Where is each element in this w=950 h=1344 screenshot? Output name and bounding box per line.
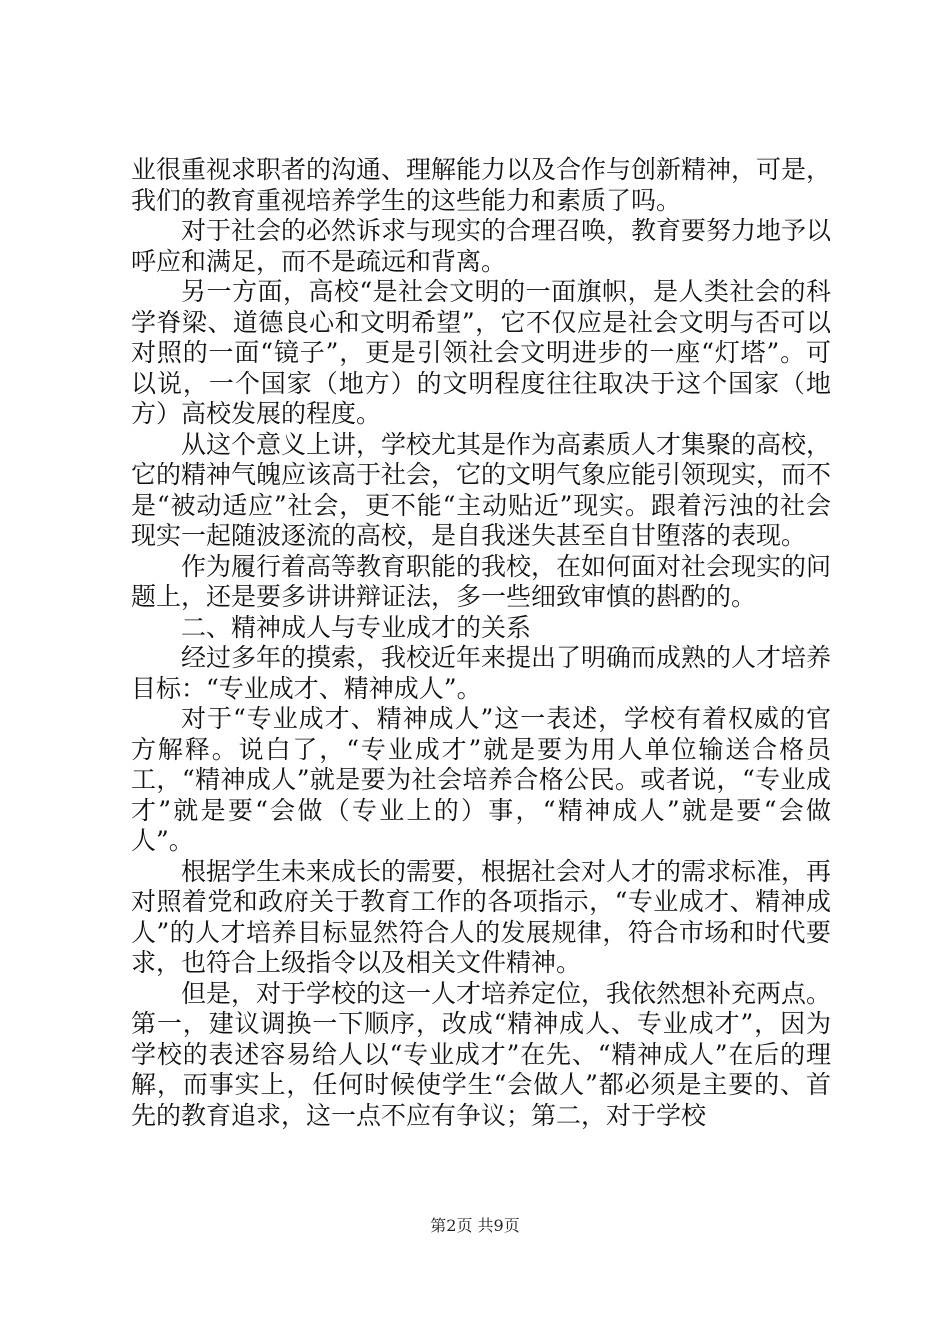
paragraph: 另一方面，高校“是社会文明的一面旗帜，是人类社会的科学脊梁、道德良心和文明希望”，它不仅应是社会文明与否可以对照的一面“镜子”，更是引领社会文明进步的一座“灯塔”。可以说，一个国家（地方）的文明程度往往取决于这个国家（地方）高校发展的程度。: [131, 277, 831, 428]
paragraph-continued: 业很重视求职者的沟通、理解能力以及合作与创新精神，可是，我们的教育重视培养学生的这些能力和素质了吗。: [131, 155, 832, 215]
paragraph: 但是，对于学校的这一人才培养定位，我依然想补充两点。第一，建议调换一下顺序，改成“精神成人、专业成才”，因为学校的表述容易给人以“专业成才”在先、“精神成人”在后的理解，而事实上，任何时候使学生“会做人”都必须是主要的、首先的教育追求，这一点不应有争议；第二，对于学校: [131, 978, 832, 1130]
section-heading: 二、精神成人与专业成才的关系: [181, 612, 532, 642]
paragraph: 根据学生未来成长的需要，根据社会对人才的需求标准，再对照着党和政府关于教育工作的各项指示，“专业成才、精神成人”的人才培养目标显然符合人的发展规律，符合市场和时代要求，也符合上级指令以及相关文件精神。: [131, 856, 832, 977]
page-number-footer: 第2页 共9页: [430, 1216, 520, 1235]
paragraph: 对于“专业成才、精神成人”这一表述，学校有着权威的官方解释。说白了，“专业成才”就是要为用人单位输送合格员工，“精神成人”就是要为社会培养合格公民。或者说，“专业成才”就是要“会做（专业上的）事，“精神成人”就是要“会做人”。: [131, 704, 831, 855]
document-body: [131, 155, 831, 1131]
paragraph: 从这个意义上讲，学校尤其是作为高素质人才集聚的高校，它的精神气魄应该高于社会，它的文明气象应能引领现实，而不是“被动适应”社会，更不能“主动贴近”现实。跟着污浊的社会现实一起随波逐流的高校，是自我迷失甚至自甘堕落的表现。: [131, 429, 832, 550]
paragraph: 对于社会的必然诉求与现实的合理召唤，教育要努力地予以呼应和满足，而不是疏远和背离。: [131, 216, 832, 276]
paragraph: 作为履行着高等教育职能的我校，在如何面对社会现实的问题上，还是要多讲讲辩证法，多一些细致审慎的斟酌的。: [131, 551, 832, 611]
paragraph: 经过多年的摸索，我校近年来提出了明确而成熟的人才培养目标：“专业成才、精神成人”。: [131, 643, 832, 703]
